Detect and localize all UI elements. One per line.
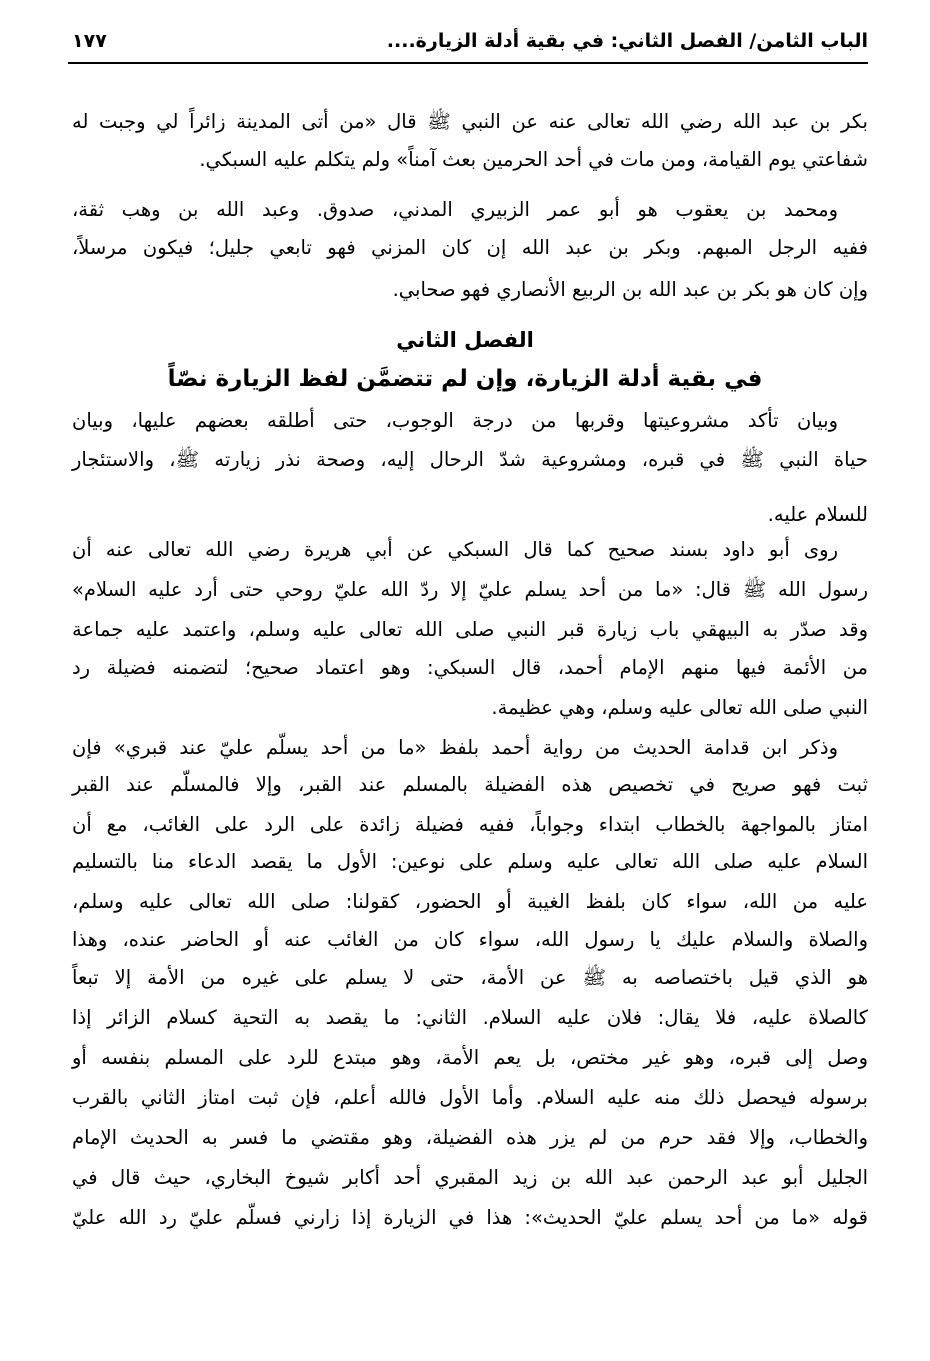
text-line: وقد صدّر به البيهقي باب زيارة قبر النبي صلى الله تعالى عليه وسلم، واعتمد عليه جماعة (72, 618, 868, 641)
running-title: الباب الثامن/ الفصل الثاني: في بقية أدلة الزيارة.... (386, 30, 868, 52)
text-line: وإن كان هو بكر بن عبد الله بن الربيع الأنصاري فهو صحابي. (392, 278, 868, 301)
page-number: ١٧٧ (72, 30, 107, 52)
text-line: برسوله فيحصل ذلك منه عليه السلام. وأما الأول فالله أعلم، فإن ثبت امتاز الثاني بالقرب (72, 1086, 868, 1109)
text-line: رسول الله ﷺ قال: «ما من أحد يسلم عليّ إلا ردّ الله عليّ روحي حتى أرد عليه السلام» (72, 578, 868, 601)
text-line: السلام عليه صلى الله تعالى عليه وسلم على نوعين: الأول ما يقصد الدعاء منا بالتسليم (72, 850, 868, 873)
text-line: النبي صلى الله تعالى عليه وسلم، وهي عظيمة. (491, 696, 868, 719)
text-line: ثبت فهو صريح في تخصيص هذه الفضيلة بالمسلم عند القبر، وإلا فالمسلّم عند القبر (72, 773, 868, 796)
text-line: قوله «ما من أحد يسلم عليّ الحديث»: هذا في الزيارة إذا زارني فسلّم عليّ رد الله عليّ (72, 1206, 868, 1229)
text-line: عليه من الله، سواء كان بلفظ الغيبة أو الحضور، كقولنا: صلى الله تعالى عليه وسلم، (72, 890, 868, 913)
section-subtitle: في بقية أدلة الزيارة، وإن لم تتضمَّن لفظ الزيارة نصّاً (167, 366, 763, 392)
section-title: الفصل الثاني (396, 328, 534, 352)
text-line: روى أبو داود بسند صحيح كما قال السبكي عن أبي هريرة رضي الله تعالى عنه أن (72, 538, 838, 561)
text-line: وبيان تأكد مشروعيتها وقربها من درجة الوجوب، حتى أطلقه بعضهم عليها، وبيان (72, 409, 838, 432)
text-line: من الأئمة فيها منهم الإمام أحمد، قال السبكي: وهو اعتماد صحيح؛ لتضمنه فضيلة رد (72, 656, 868, 679)
text-line: امتاز بالمواجهة بالخطاب ابتداء وجواباً، ففيه فضيلة زائدة على الرد على الغائب، مع أن (72, 813, 868, 836)
text-line: شفاعتي يوم القيامة، ومن مات في أحد الحرمين بعث آمناً» ولم يتكلم عليه السبكي. (199, 148, 868, 171)
text-line: الجليل أبو عبد الرحمن عبد الله بن زيد المقبري أحد أكابر شيوخ البخاري، حيث قال في (72, 1166, 868, 1189)
text-line: بكر بن عبد الله رضي الله تعالى عنه عن النبي ﷺ قال «من أتى المدينة زائراً لي وجبت له (72, 110, 868, 133)
text-line: حياة النبي ﷺ في قبره، ومشروعية شدّ الرحال إليه، وصحة نذر زيارته ﷺ، والاستئجار (72, 448, 868, 471)
text-line: والصلاة والسلام عليك يا رسول الله، سواء كان من الغائب عنه أو الحاضر عنده، وهذا (72, 928, 868, 951)
text-line: ففيه الرجل المبهم. وبكر بن عبد الله إن كان المزني فهو تابعي جليل؛ فيكون مرسلاً، (72, 236, 868, 259)
text-line: ومحمد بن يعقوب هو أبو عمر الزبيري المدني، صدوق. وعبد الله بن وهب ثقة، (72, 198, 838, 221)
text-line: وذكر ابن قدامة الحديث من رواية أحمد بلفظ «ما من أحد يسلّم عليّ عند قبري» فإن (72, 736, 838, 759)
text-line: والخطاب، وإلا فقد حرم من لم يزر هذه الفضيلة، وهو مقتضي ما فسر به الحديث الإمام (72, 1126, 868, 1149)
text-line: كالصلاة عليه، فلا يقال: فلان عليه السلام. الثاني: ما يقصد به التحية كسلام الزائر إذا (72, 1006, 868, 1029)
text-line: هو الذي قيل باختصاصه به ﷺ عن الأمة، حتى لا يسلم على غيره من الأمة إلا تبعاً (72, 966, 868, 989)
text-line: وصل إلى قبره، وهو غير مختص، بل يعم الأمة، وهو مبتدع للرد على المسلم بنفسه أو (72, 1046, 868, 1069)
header-rule (68, 62, 868, 64)
text-line: للسلام عليه. (767, 503, 868, 526)
